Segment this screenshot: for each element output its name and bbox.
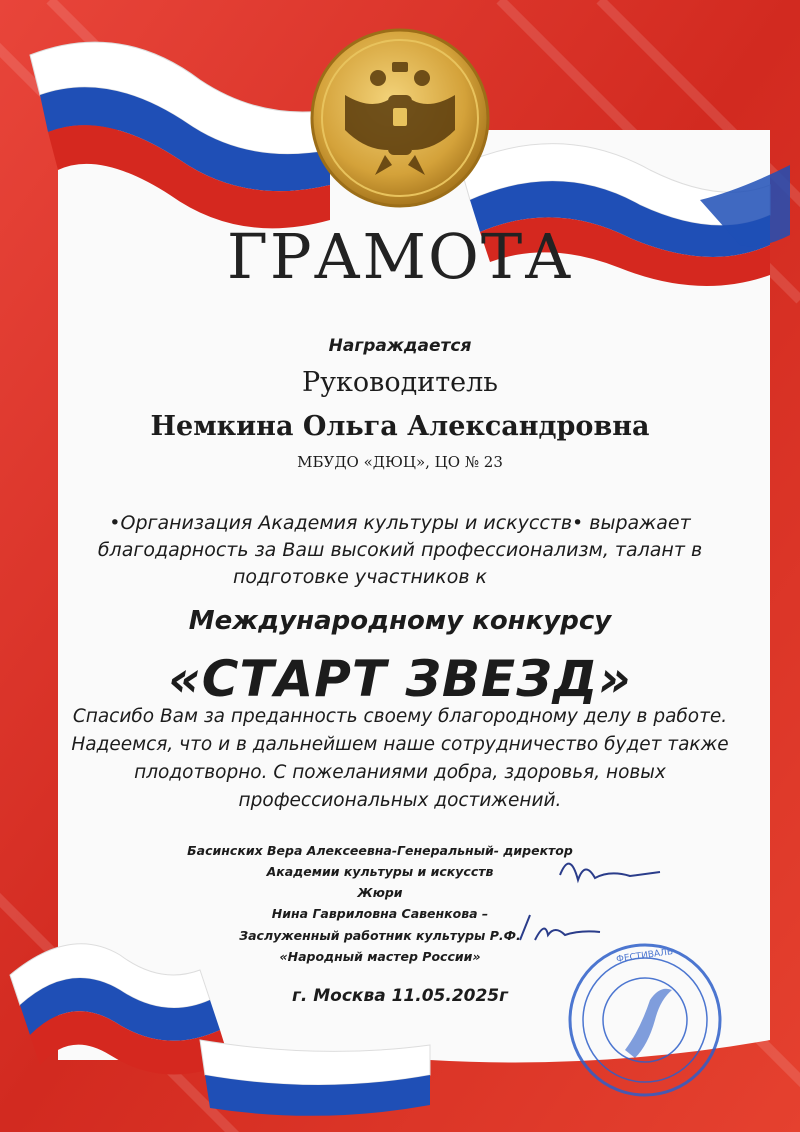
- contest-name: «СТАРТ ЗВЕЗД»: [168, 650, 632, 708]
- body-line: подготовке участников к: [232, 566, 488, 588]
- svg-text:ФЕСТИВАЛЬ: ФЕСТИВАЛЬ: [615, 947, 674, 965]
- body-line: благодарность за Ваш высокий профессионализм, талант в: [97, 539, 703, 561]
- wish-line: Спасибо Вам за преданность своему благородному делу в работе.: [72, 706, 728, 727]
- wish-line: профессиональных достижений.: [238, 790, 562, 811]
- coat-of-arms-emblem-icon: [312, 30, 488, 206]
- recipient-name: Немкина Ольга Александровна: [150, 411, 650, 442]
- body-line: •Организация Академия культуры и искусств• выражает: [109, 512, 691, 534]
- wish-line: Надеемся, что и в дальнейшем наше сотрудничество будет также: [71, 734, 729, 755]
- awarded-label: Награждается: [328, 336, 472, 356]
- certificate-title: ГРАМОТА: [226, 220, 574, 293]
- signatory-line: Нина Гавриловна Савенкова –: [271, 906, 489, 921]
- signatory-line: Академии культуры и искусств: [266, 864, 494, 879]
- signatory-line: Жюри: [357, 885, 403, 900]
- signatory-line: Басинских Вера Алексеевна-Генеральный- директор: [187, 843, 573, 858]
- signatory-line: «Народный мастер России»: [279, 949, 481, 964]
- recipient-organization: МБУДО «ДЮЦ», ЦО № 23: [297, 453, 503, 471]
- wish-line: плодотворно. С пожеланиями добра, здоровья, новых: [134, 762, 666, 783]
- signatory-line: Заслуженный работник культуры Р.Ф.: [239, 928, 521, 943]
- contest-label: Международному конкурсу: [188, 606, 612, 636]
- place-date: г. Москва 11.05.2025г: [291, 986, 509, 1006]
- recipient-position: Руководитель: [301, 367, 499, 398]
